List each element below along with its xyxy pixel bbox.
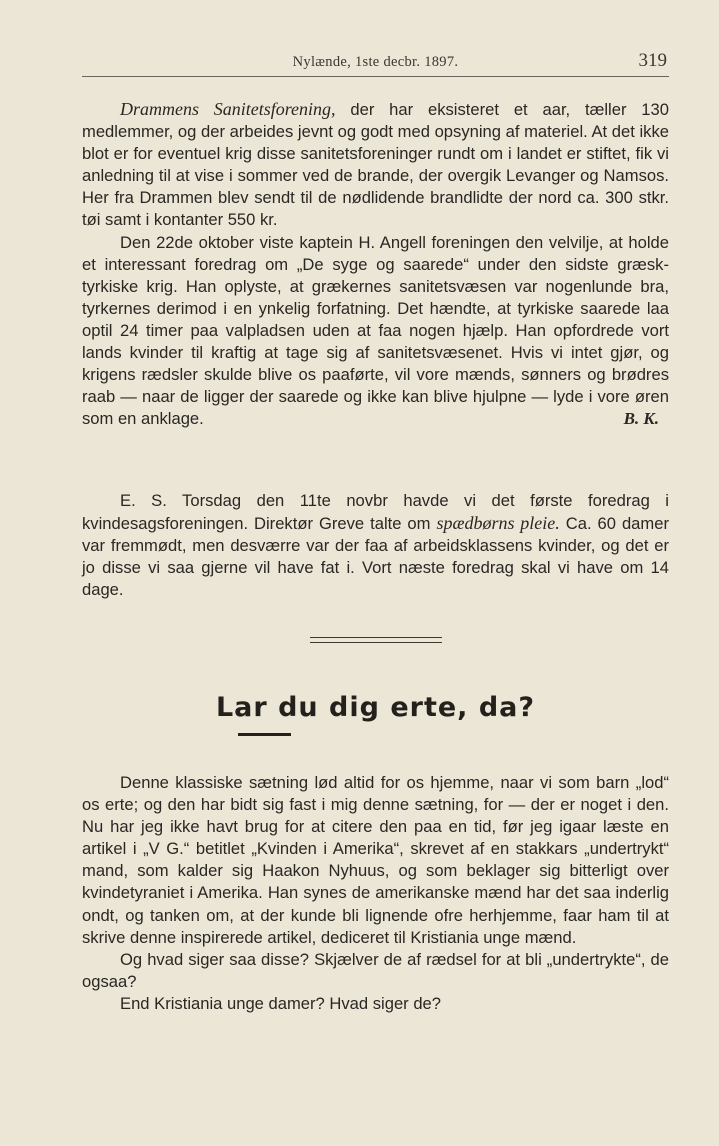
paragraph-text: Den 22de oktober viste kaptein H. Angell foreningen den velvilje, at holde et interessant foredrag om „De syge og saarede“ under den sidste græsk-tyrkiske krig. Han oplyste, at grækernes sanitetsvæsen var nogenlunde bra, tyrkernes derimod i en ynkelig forfatning. Det hændte, at tyrkiske saarede laa optil 24 timer paa valpladsen uden at faa nogen hjælp. Han opfordrede vort lands kvinder til kraftig at tage sig af sanitetsvæsenet. Hvis vi intet gjør, og krigens rædsler skulde blive os paaførte, vil vore mænds, sønners og brødres raab — naar de ligger der saarede og ikke kan blive hjulpne — lyde i vore øren som en anklage.: [82, 232, 669, 429]
lecture-title: spædbørns pleie.: [436, 513, 560, 534]
paragraph-text: E. S. Torsdag den 11te novbr havde vi det første foredrag i kvindesagsforeningen. Direktør Greve talte om: [82, 491, 669, 534]
paragraph-text: der har eksisteret et aar, tæller 130 medlemmer, og der arbeides jevnt og godt med opsyning af materiel. At det ikke blot er for eventuel krig disse sanitetsforeninger rundt om i landet er stiftet, fik vi anledning til at vise i sommer ved de brande, der overgik Levanger og Namsos. Her fra Drammen blev sendt til de nødlidende brandlidte der nord ca. 300 stkr. tøi samt i kontanter 550 kr.: [82, 100, 669, 230]
divider-bottom: [310, 642, 442, 643]
page-number: 319: [638, 50, 667, 71]
association-name: Drammens Sanitetsforening,: [120, 99, 336, 119]
divider-top: [310, 637, 442, 638]
article-body: [82, 772, 669, 1015]
paragraph: End Kristiania unge damer? Hvad siger de?: [120, 993, 442, 1013]
page-header: [82, 50, 669, 77]
es-report: [82, 490, 669, 601]
article-heading: Lar du dig erte, da?: [215, 692, 536, 723]
paragraph-text: Ca. 60 damer var fremmødt, men desværre var der faa af arbeidsklassens kvinder, og det er jo disse vi saa gjerne vil have fat i. Vort næste foredrag skal vi have om 14 dage.: [82, 514, 669, 600]
paragraph: [82, 98, 669, 232]
signature: B. K.: [623, 409, 659, 429]
paragraph: [82, 232, 669, 431]
paragraph: [82, 490, 669, 601]
paragraph: Denne klassiske sætning lød altid for os hjemme, naar vi som barn „lod“ os erte; og den har bidt sig fast i mig denne sætning, for — der er noget i den. Nu har jeg ikke havt brug for at citere den paa en tid, før jeg igaar læste en artikel i „V G.“ betitlet „Kvinden i Amerika“, skrevet af en stakkars „undertrykt“ mand, som kalder sig Haakon Nyhuus, og som beklager sig bitterligt over kvindetyraniet i Amerika. Han synes de amerikanske mænd har det saa inderlig ondt, og tanken om, at der kunde bli lignende ofre herhjemme, faar ham til at skrive denne inspirerede artikel, dediceret til Kristiania unge mænd.: [82, 773, 669, 947]
heading-underline: [238, 733, 291, 736]
drammens-report: [82, 98, 669, 430]
running-title: Nylænde, 1ste decbr. 1897.: [292, 54, 459, 70]
paragraph: Og hvad siger saa disse? Skjælver de af rædsel for at bli „undertrykte“, de ogsaa?: [82, 949, 669, 991]
